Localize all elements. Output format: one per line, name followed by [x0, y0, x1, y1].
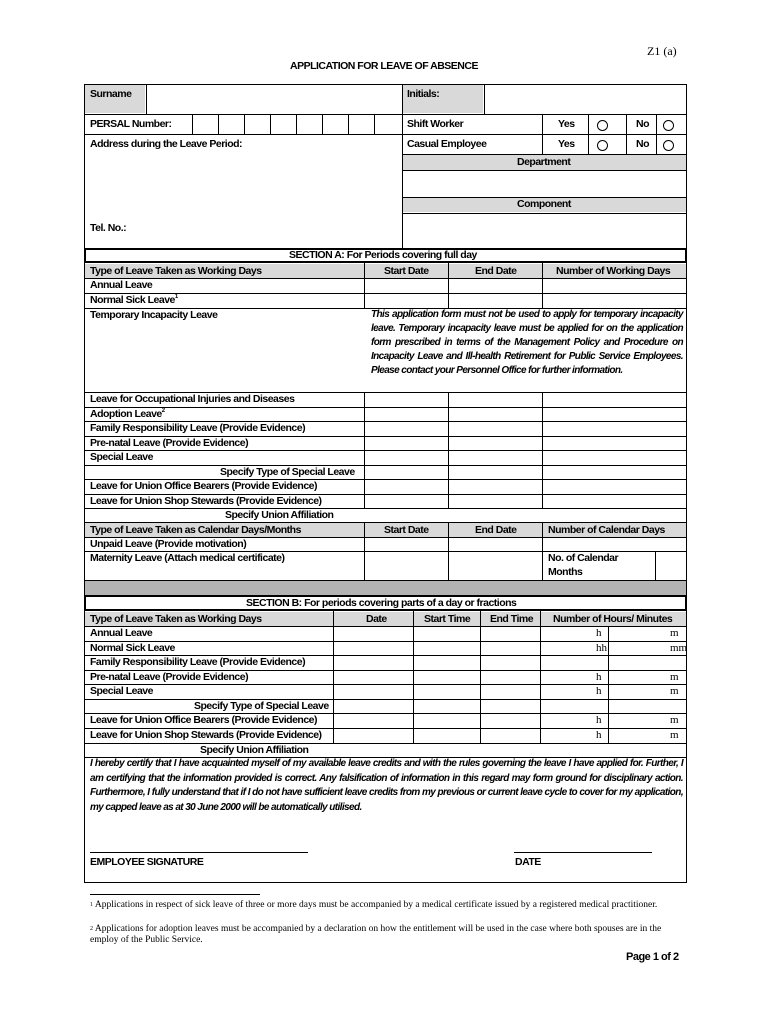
casual-no-radio[interactable] [663, 140, 674, 151]
col-b-hours: Number of Hours/ Minutes [553, 613, 673, 625]
b-row-family-responsibility: Family Responsibility Leave (Provide Evidence) [90, 656, 306, 668]
col-type-calendar: Type of Leave Taken as Calendar Days/Months [90, 524, 301, 536]
component-input[interactable] [406, 215, 682, 245]
casual-no-label: No [636, 138, 649, 150]
date-field[interactable] [514, 830, 652, 852]
row-special-leave: Special Leave [90, 451, 153, 463]
address-input[interactable] [88, 152, 398, 214]
b-row-annual-leave: Annual Leave [90, 627, 153, 639]
tel-input[interactable] [136, 218, 398, 242]
col-num-working-days: Number of Working Days [556, 265, 671, 277]
page-number: Page 1 of 2 [626, 951, 679, 963]
date-label: DATE [515, 856, 541, 868]
row-normal-sick-leave: Normal Sick Leave$^1$ [90, 294, 178, 306]
row-maternity-leave: Maternity Leave (Attach medical certificate) [90, 552, 285, 564]
col-end-date-cal: End Date [475, 524, 517, 536]
surname-label: Surname [90, 88, 132, 100]
specify-special-leave: Specify Type of Special Leave [220, 466, 355, 478]
initials-input[interactable] [488, 86, 683, 112]
row-unpaid-leave: Unpaid Leave (Provide motivation) [90, 538, 247, 550]
row-pre-natal: Pre-natal Leave (Provide Evidence) [90, 437, 249, 449]
b-row-special-leave: Special Leave [90, 685, 153, 697]
col-num-calendar-days: Number of Calendar Days [548, 524, 665, 536]
casual-yes-radio[interactable] [597, 140, 608, 151]
shift-no-label: No [636, 118, 649, 130]
col-start-date: Start Date [384, 265, 429, 277]
row-temporary-incapacity: Temporary Incapacity Leave [90, 309, 218, 321]
initials-label: Initials: [407, 88, 440, 100]
certification-text: I hereby certify that I have acquainted myself of my available leave credits and with the rules governing the leave I have applied for. Further, I am certifying that the information provided is correct. Any falsification of information in this regard may form ground for disciplinary action. Furthermore, I fully understand that if I do not have sufficient leave credits from my previous or current leave cycle to cover for my application, my capped leave as at 30 June 2000 will be automatically utilised. [90, 758, 683, 813]
section-a-title: SECTION A: For Periods covering full day [289, 249, 477, 261]
row-union-office-bearers: Leave for Union Office Bearers (Provide Evidence) [90, 480, 317, 492]
col-start-date-cal: Start Date [384, 524, 429, 536]
row-annual-leave: Annual Leave [90, 279, 153, 291]
component-label: Component [517, 198, 571, 210]
b-row-normal-sick-leave: Normal Sick Leave [90, 642, 175, 654]
row-union-shop-stewards: Leave for Union Shop Stewards (Provide Evidence) [90, 495, 322, 507]
signature-label: EMPLOYEE SIGNATURE [90, 856, 204, 868]
col-type-working: Type of Leave Taken as Working Days [90, 265, 262, 277]
specify-union-affiliation: Specify Union Affiliation [225, 509, 334, 521]
col-end-date: End Date [475, 265, 517, 277]
address-label: Address during the Leave Period: [90, 138, 243, 150]
surname-input[interactable] [150, 86, 398, 112]
row-adoption-leave: Adoption Leave$^2$ [90, 408, 165, 420]
casual-yes-label: Yes [558, 138, 575, 150]
department-input[interactable] [406, 172, 682, 196]
section-b-title: SECTION B: For periods covering parts of a day or fractions [246, 597, 517, 609]
separator-bar [85, 581, 686, 595]
footnote-2: $^2$ Applications for adoption leaves must be accompanied by a declaration on how the entitlement will be used in the case where both spouses are in the employ of the Public Service. [90, 924, 662, 945]
shift-yes-radio[interactable] [597, 120, 608, 131]
b-specify-union-affiliation: Specify Union Affiliation [200, 744, 309, 756]
form-title: APPLICATION FOR LEAVE OF ABSENCE [290, 60, 478, 72]
calendar-months-label-1: No. of Calendar [548, 552, 619, 564]
col-b-end-time: End Time [490, 613, 534, 625]
department-label: Department [517, 156, 571, 168]
col-b-date: Date [366, 613, 387, 625]
form-code: Z1 (a) [647, 44, 677, 58]
signature-field[interactable] [90, 830, 308, 852]
b-row-pre-natal: Pre-natal Leave (Provide Evidence) [90, 671, 249, 683]
footnote-1: $^1$ Applications in respect of sick leave of three or more days must be accompanied by a medical certificate issued by a registered medical practitioner. [90, 900, 658, 910]
calendar-months-label-2: Months [548, 566, 583, 578]
b-row-union-office-bearers: Leave for Union Office Bearers (Provide Evidence) [90, 714, 317, 726]
b-row-union-shop-stewards: Leave for Union Shop Stewards (Provide Evidence) [90, 729, 322, 741]
casual-employee-label: Casual Employee [407, 138, 487, 150]
b-specify-special-leave: Specify Type of Special Leave [194, 700, 329, 712]
col-b-type: Type of Leave Taken as Working Days [90, 613, 262, 625]
tel-label: Tel. No.: [90, 222, 127, 234]
persal-label: PERSAL Number: [90, 118, 172, 130]
row-family-responsibility: Family Responsibility Leave (Provide Evidence) [90, 422, 306, 434]
col-b-start-time: Start Time [424, 613, 471, 625]
shift-no-radio[interactable] [663, 120, 674, 131]
shift-worker-label: Shift Worker [407, 118, 464, 130]
row-occupational-injuries: Leave for Occupational Injuries and Diseases [90, 393, 295, 405]
incapacity-note: This application form must not be used to apply for temporary incapacity leave. Temporary incapacity leave must be applied for on the application form prescribed in terms of the Management Policy and Procedure on Incapacity Leave and Ill-health Retirement for Public Service Employees. Please contact your Personnel Office for further information. [371, 309, 683, 376]
shift-yes-label: Yes [558, 118, 575, 130]
